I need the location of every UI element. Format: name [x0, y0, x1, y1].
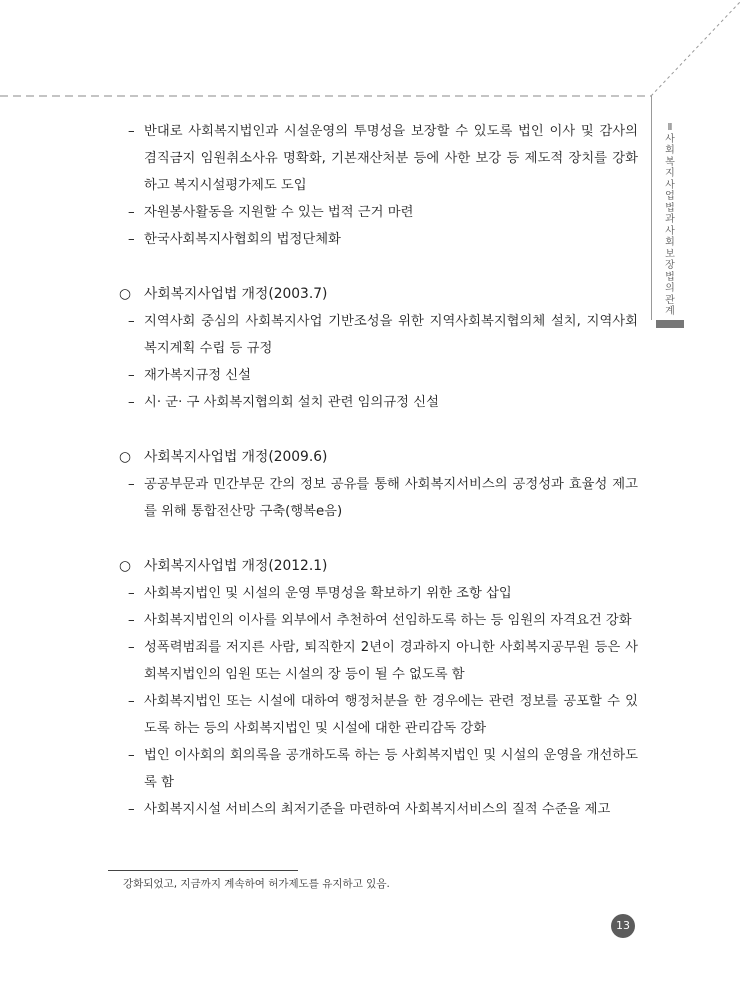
dash-bullet: – — [128, 232, 135, 247]
side-tab-char: 회 — [665, 237, 675, 248]
list-item-text: 사회복지법인의 이사를 외부에서 추천하여 선임하도록 하는 등 임원의 자격요건 강화 — [144, 613, 632, 628]
side-tab-char: 사 — [665, 225, 675, 237]
list-item-text: 공공부문과 민간부문 간의 정보 공유를 통해 사회복지서비스의 공정성과 효율성 제고를 위해 통합전산망 구축(행복e음) — [144, 477, 638, 519]
footnote: 강화되었고, 지금까지 계속하여 허가제도를 유지하고 있음. — [123, 878, 390, 890]
list-item — [112, 226, 638, 253]
list-item — [112, 118, 638, 199]
list-item — [112, 471, 638, 525]
side-tab-char: 의 — [665, 283, 675, 294]
side-tab-char: 사 — [665, 133, 675, 145]
section-2009-list — [112, 471, 638, 525]
dash-bullet: – — [128, 368, 135, 383]
list-item-text: 자원봉사활동을 지원할 수 있는 법적 근거 마련 — [144, 205, 414, 220]
dash-bullet: – — [128, 205, 135, 220]
section-heading-2012: ○ 사회복지사업법 개정(2012.1) — [119, 558, 328, 574]
list-item-text: 시· 군· 구 사회복지협의회 설치 관련 임의규정 신설 — [144, 395, 439, 410]
dash-bullet: – — [128, 395, 135, 410]
side-tab-char: 장 — [665, 260, 675, 271]
main-content — [112, 118, 638, 823]
section-heading-2009: ○ 사회복지사업법 개정(2009.6) — [119, 449, 328, 465]
section-2012-list — [112, 580, 638, 823]
side-tab-char: Ⅱ — [667, 122, 673, 133]
list-item-text: 성폭력범죄를 저지른 사람, 퇴직한지 2년이 경과하지 아니한 사회복지공무원 등은 사회복지법인의 임원 또는 시설의 장 등이 될 수 없도록 함 — [144, 640, 638, 682]
dash-bullet: – — [128, 640, 135, 655]
list-item-text: 한국사회복지사협회의 법정단체화 — [144, 232, 341, 247]
list-item-text: 반대로 사회복지법인과 시설운영의 투명성을 보장할 수 있도록 법인 이사 및 감사의 겸직금지 임원취소사유 명확화, 기본재산처분 등에 사한 보강 등 제도적 장치를 강화하고 복지시설평가제도 도입 — [144, 124, 638, 193]
list-item-text: 사회복지법인 및 시설의 운영 투명성을 확보하기 위한 조항 삽입 — [144, 586, 512, 601]
list-item-text: 지역사회 중심의 사회복지사업 기반조성을 위한 지역사회복지협의체 설치, 지역사회복지계획 수립 등 규정 — [144, 314, 638, 356]
side-tab-marker — [656, 320, 684, 328]
side-tab-char: 계 — [665, 306, 675, 317]
side-tab-rule — [651, 96, 652, 320]
side-tab-char: 지 — [665, 168, 675, 179]
list-item — [112, 362, 638, 389]
list-item — [112, 199, 638, 226]
list-item-text: 사회복지법인 또는 시설에 대하여 행정처분을 한 경우에는 관련 정보를 공포할 수 있도록 하는 등의 사회복지법인 및 시설에 대한 관리감독 강화 — [144, 694, 638, 736]
side-tab-char: 법 — [665, 202, 675, 214]
side-tab-char: 복 — [665, 156, 675, 168]
side-tab-char: 보 — [665, 248, 675, 260]
dash-bullet: – — [128, 613, 135, 628]
dash-bullet: – — [128, 694, 135, 709]
dash-bullet: – — [128, 124, 135, 139]
list-item — [112, 634, 638, 688]
block1 — [112, 118, 638, 253]
list-item-text: 재가복지규정 신설 — [144, 368, 251, 383]
side-tab-char: 과 — [665, 214, 675, 225]
side-tab-char: 법 — [665, 271, 675, 283]
list-item — [112, 580, 638, 607]
section-heading-2003: ○ 사회복지사업법 개정(2003.7) — [119, 286, 328, 302]
list-item — [112, 308, 638, 362]
list-item-text: 사회복지시설 서비스의 최저기준을 마련하여 사회복지서비스의 질적 수준을 제고 — [144, 802, 611, 817]
dash-bullet: – — [128, 802, 135, 817]
side-tab-char: 사 — [665, 179, 675, 191]
side-tab-char: 관 — [665, 294, 675, 306]
list-item — [112, 796, 638, 823]
side-tab-char: 업 — [665, 191, 675, 202]
dash-bullet: – — [128, 314, 135, 329]
dash-bullet: – — [128, 586, 135, 601]
side-tab-char: 회 — [665, 145, 675, 156]
side-tab-title — [658, 122, 682, 318]
list-item — [112, 688, 638, 742]
list-item — [112, 742, 638, 796]
dash-bullet: – — [128, 477, 135, 492]
dash-bullet: – — [128, 748, 135, 763]
list-item-text: 법인 이사회의 회의록을 공개하도록 하는 등 사회복지법인 및 시설의 운영을 개선하도록 함 — [144, 748, 638, 790]
page-number: 13 — [611, 914, 635, 938]
section-2003-list — [112, 308, 638, 416]
list-item — [112, 389, 638, 416]
footnote-rule — [108, 870, 298, 871]
list-item — [112, 607, 638, 634]
